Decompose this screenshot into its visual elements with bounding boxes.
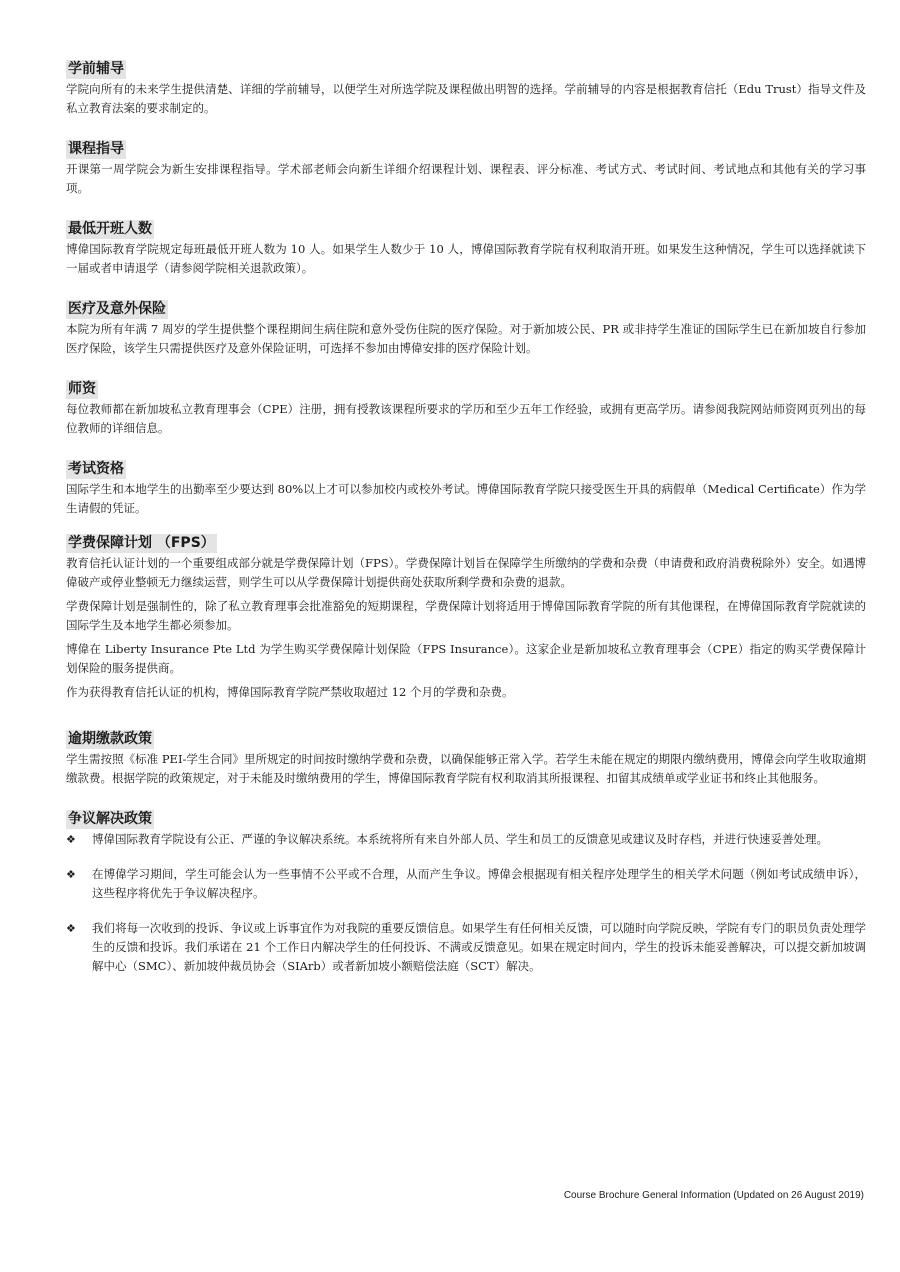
section-paragraph: 学院向所有的未来学生提供清楚、详细的学前辅导，以便学生对所选学院及课程做出明智的选择。学前辅导的内容是根据教育信托（Edu Trust）指导文件及私立教育法案的要求制定的。 bbox=[66, 82, 866, 115]
section-paragraph: 开课第一周学院会为新生安排课程指导。学术部老师会向新生详细介绍课程计划、课程表、评分标准、考试方式、考试时间、考试地点和其他有关的学习事项。 bbox=[66, 162, 866, 195]
page-footer: Course Brochure General Information (Updated on 26 August 2019) bbox=[563, 1190, 864, 1201]
section-heading: 医疗及意外保险 bbox=[68, 301, 166, 317]
section-paragraph: 作为获得教育信托认证的机构，博偉国际教育学院严禁收取超过 12 个月的学费和杂费。 bbox=[66, 685, 514, 699]
list-item-text: 我们将每一次收到的投诉、争议或上诉事宜作为对我院的重要反馈信息。如果学生有任何相关反馈，可以随时向学院反映，学院有专门的职员负责处理学生的反馈和投诉。我们承诺在 21 个工作日内解决学生的任何投诉、不满或反馈意见。如果在规定时间内，学生的投诉未能妥善解决，可以提交新加坡调解中心（SMC）、新加坡仲裁员协会（SIArb）或者新加坡小额赔偿法庭（SCT）解决。 bbox=[92, 921, 866, 973]
diamond-bullet-icon: ❖ bbox=[66, 922, 76, 935]
document-body bbox=[66, 58, 866, 996]
section-late-payment-policy bbox=[66, 728, 866, 788]
diamond-bullet-icon: ❖ bbox=[66, 833, 76, 846]
section-paragraph: 每位教师都在新加坡私立教育理事会（CPE）注册，拥有授教该课程所要求的学历和至少五年工作经验，或拥有更高学历。请参阅我院网站师资网页列出的每位教师的详细信息。 bbox=[66, 402, 866, 435]
section-paragraph: 博偉在 Liberty Insurance Pte Ltd 为学生购买学费保障计划保险（FPS Insurance）。这家企业是新加坡私立教育理事会（CPE）指定的购买学费保障计划保险的服务提供商。 bbox=[66, 642, 866, 675]
section-heading: 争议解决政策 bbox=[68, 811, 152, 827]
list-item bbox=[66, 865, 866, 903]
section-heading: 最低开班人数 bbox=[68, 221, 152, 237]
section-paragraph: 博偉国际教育学院规定每班最低开班人数为 10 人。如果学生人数少于 10 人，博偉国际教育学院有权利取消开班。如果发生这种情况，学生可以选择就读下一届或者申请退学（请参阅学院相关退款政策）。 bbox=[66, 242, 866, 275]
section-heading: 师资 bbox=[68, 381, 96, 397]
list-item bbox=[66, 919, 866, 976]
section-exam-eligibility bbox=[66, 458, 866, 518]
section-paragraph: 本院为所有年满 7 周岁的学生提供整个课程期间生病住院和意外受伤住院的医疗保险。对于新加坡公民、PR 或非持学生准证的国际学生已在新加坡自行参加医疗保险，该学生只需提供医疗及意外保险证明，可选择不参加由博偉安排的医疗保险计划。 bbox=[66, 322, 866, 355]
section-heading: 考试资格 bbox=[68, 461, 124, 477]
section-heading: 课程指导 bbox=[68, 141, 124, 157]
list-item bbox=[66, 830, 866, 849]
section-dispute-resolution bbox=[66, 808, 866, 976]
section-pre-course-counselling bbox=[66, 58, 866, 118]
diamond-bullet-icon: ❖ bbox=[66, 868, 76, 881]
section-course-orientation bbox=[66, 138, 866, 198]
section-heading: 学费保障计划 （FPS） bbox=[68, 535, 215, 551]
section-minimum-class-size bbox=[66, 218, 866, 278]
section-teachers bbox=[66, 378, 866, 438]
section-paragraph: 教育信托认证计划的一个重要组成部分就是学费保障计划（FPS）。学费保障计划旨在保障学生所缴纳的学费和杂费（申请费和政府消费税除外）安全。如遇博偉破产或停业整顿无力继续运营，则学生可以从学费保障计划提供商处获取所剩学费和杂费的退款。 bbox=[66, 556, 866, 589]
section-paragraph: 国际学生和本地学生的出勤率至少要达到 80%以上才可以参加校内或校外考试。博偉国际教育学院只接受医生开具的病假单（Medical Certificate）作为学生请假的凭证。 bbox=[66, 482, 866, 515]
section-heading: 学前辅导 bbox=[68, 61, 124, 77]
section-paragraph: 学费保障计划是强制性的，除了私立教育理事会批准豁免的短期课程，学费保障计划将适用于博偉国际教育学院的所有其他课程，在博偉国际教育学院就读的国际学生及本地学生都必须参加。 bbox=[66, 599, 866, 632]
section-paragraph: 学生需按照《标准 PEI-学生合同》里所规定的时间按时缴纳学费和杂费，以确保能够正常入学。若学生未能在规定的期限内缴纳费用，博偉会向学生收取逾期缴款费。根据学院的政策规定，对于未能及时缴纳费用的学生，博偉国际教育学院有权利取消其所报课程、扣留其成绩单或学业证书和终止其他服务。 bbox=[66, 752, 866, 785]
section-fee-protection-scheme bbox=[66, 532, 866, 702]
list-item-text: 在博偉学习期间，学生可能会认为一些事情不公平或不合理，从而产生争议。博偉会根据现有相关程序处理学生的相关学术问题（例如考试成绩申诉），这些程序将优先于争议解决程序。 bbox=[92, 867, 866, 900]
list-item-text: 博偉国际教育学院设有公正、严谨的争议解决系统。本系统将所有来自外部人员、学生和员工的反馈意见或建议及时存档，并进行快速妥善处理。 bbox=[92, 832, 828, 846]
section-heading: 逾期缴款政策 bbox=[68, 731, 152, 747]
section-medical-insurance bbox=[66, 298, 866, 358]
